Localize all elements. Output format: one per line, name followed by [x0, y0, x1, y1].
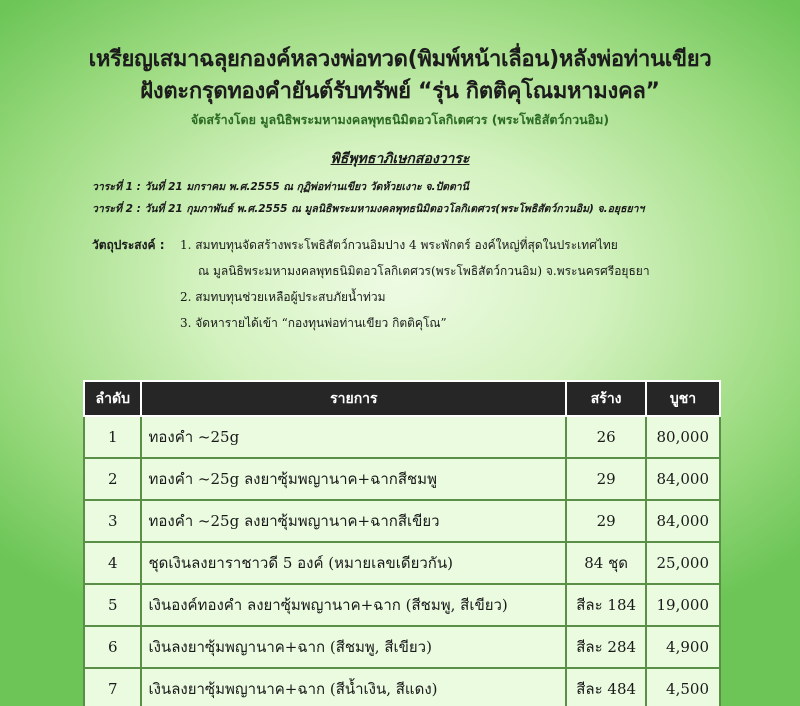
cell-item: เงินองค์ทองคำ ลงยาซุ้มพญานาค+ฉาก (สีชมพู, สีเขียว) [141, 584, 566, 626]
ceremony-line-1: วาระที่ 1 : วันที่ 21 มกราคม พ.ศ.2555 ณ กุฏิพ่อท่านเขียว วัดห้วยเงาะ จ.ปัตตานี [92, 181, 469, 193]
cell-qty: 84 ชุด [566, 542, 646, 584]
cell-qty: 26 [566, 416, 646, 458]
cell-price: 80,000 [646, 416, 720, 458]
cell-item: ทองคำ ~25g ลงยาซุ้มพญานาค+ฉากสีชมพู [141, 458, 566, 500]
purpose-item-3: 3. จัดหารายได้เข้า “กองทุนพ่อท่านเขียว กิตติคุโณ” [180, 316, 447, 330]
purpose-label: วัตถุประสงค์ : [92, 238, 165, 252]
cell-price: 25,000 [646, 542, 720, 584]
purpose-item-1: 1. สมทบทุนจัดสร้างพระโพธิสัตว์กวนอิมปาง 4 พระพักตร์ องค์ใหญ่ที่สุดในประเทศไทย [180, 238, 618, 252]
ceremony-line-2: วาระที่ 2 : วันที่ 21 กุมภาพันธ์ พ.ศ.2555 ณ มูลนิธิพระมหามงคลพุทธนิมิตอวโลกิเตศวร(พระโพธิสัตว์กวนอิม) จ.อยุธยาฯ [92, 203, 645, 215]
header-item: รายการ [141, 381, 566, 416]
price-table [83, 380, 721, 706]
cell-price: 4,900 [646, 626, 720, 668]
cell-qty: สีละ 184 [566, 584, 646, 626]
cell-no: 2 [84, 458, 141, 500]
table-row [84, 626, 720, 668]
purpose-items [180, 232, 800, 336]
table-row [84, 584, 720, 626]
purpose-item-2: 2. สมทบทุนช่วยเหลือผู้ประสบภัยน้ำท่วม [180, 290, 386, 304]
cell-no: 7 [84, 668, 141, 706]
table-row [84, 668, 720, 706]
cell-no: 4 [84, 542, 141, 584]
cell-no: 3 [84, 500, 141, 542]
table-row [84, 500, 720, 542]
purpose-item-1-cont: ณ มูลนิธิพระมหามงคลพุทธนิมิตอวโลกิเตศวร(พระโพธิสัตว์กวนอิม) จ.พระนครศรีอยุธยา [198, 264, 650, 278]
table-header-row [84, 381, 720, 416]
table-row [84, 458, 720, 500]
cell-no: 6 [84, 626, 141, 668]
cell-price: 84,000 [646, 458, 720, 500]
cell-no: 5 [84, 584, 141, 626]
header-no: ลำดับ [84, 381, 141, 416]
cell-item: เงินลงยาซุ้มพญานาค+ฉาก (สีชมพู, สีเขียว) [141, 626, 566, 668]
header-price: บูชา [646, 381, 720, 416]
header [0, 0, 800, 130]
cell-item: ทองคำ ~25g [141, 416, 566, 458]
cell-item: เงินลงยาซุ้มพญานาค+ฉาก (สีน้ำเงิน, สีแดง) [141, 668, 566, 706]
ceremony-lines [92, 176, 800, 220]
cell-price: 84,000 [646, 500, 720, 542]
title-line-2: ฝังตะกรุดทองคำยันต์รับทรัพย์ “รุ่น กิตติคุโณมหามงคล” [140, 79, 660, 104]
cell-no: 1 [84, 416, 141, 458]
cell-price: 19,000 [646, 584, 720, 626]
cell-qty: 29 [566, 500, 646, 542]
cell-item: ชุดเงินลงยาราชาวดี 5 องค์ (หมายเลขเดียวกัน) [141, 542, 566, 584]
cell-qty: สีละ 484 [566, 668, 646, 706]
ceremony-title: พิธีพุทธาภิเษกสองวาระ [330, 151, 470, 167]
cell-item: ทองคำ ~25g ลงยาซุ้มพญานาค+ฉากสีเขียว [141, 500, 566, 542]
table-row [84, 542, 720, 584]
cell-price: 4,500 [646, 668, 720, 706]
subtitle: จัดสร้างโดย มูลนิธิพระมหามงคลพุทธนิมิตอวโลกิเตศวร (พระโพธิสัตว์กวนอิม) [190, 112, 610, 127]
header-qty: สร้าง [566, 381, 646, 416]
title-line-1: เหรียญเสมาฉลุยกองค์หลวงพ่อทวด(พิมพ์หน้าเลื่อน)หลังพ่อท่านเขียว [88, 47, 712, 72]
purpose-section [92, 232, 800, 336]
table-row [84, 416, 720, 458]
cell-qty: 29 [566, 458, 646, 500]
cell-qty: สีละ 284 [566, 626, 646, 668]
